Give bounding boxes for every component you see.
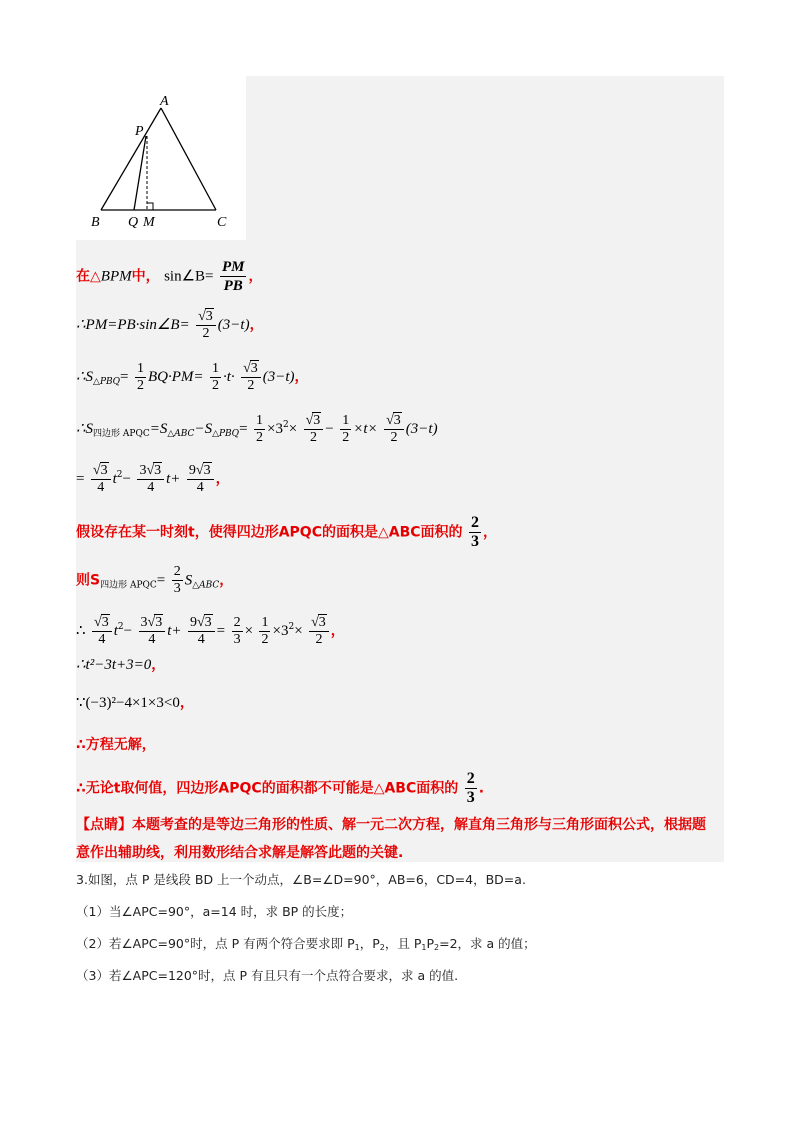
problem3-question-1: （1）当∠APC=90°，a=14 时，求 BP 的长度； (76, 904, 353, 919)
label-c: C (217, 215, 227, 230)
dianjing-line-2: 意作出辅助线，利用数形结合求解是解答此题的关键. (76, 845, 404, 861)
triangle-figure (76, 76, 246, 240)
label-p: P (135, 124, 144, 139)
step-discriminant: ∵(−3)²−4×1×3<0， (76, 695, 194, 711)
label-b: B (91, 215, 100, 230)
step-sin-b: 在△BPM中， sin∠B= $\frac{PM}{PB}$ ， (76, 259, 263, 294)
triangle-diagram (76, 76, 246, 240)
label-a: A (160, 94, 169, 109)
step-pm: ∴PM=PB·sin∠B= $\frac{√3}{2}$ (3−t)， (76, 309, 264, 341)
dianjing-line-1: 【点睛】本题考查的是等边三角形的性质、解一元二次方程，解直角三角形与三角形面积公式，根据题 (76, 817, 706, 833)
step-no-solution: ∴方程无解， (76, 737, 156, 753)
label-m: M (143, 215, 155, 230)
problem3-question-3: （3）若∠APC=120°时，点 P 有且只有一个点符合要求，求 a 的值. (76, 968, 459, 983)
step-equation: ∴ $\frac{√3}{4}$ $t^2-$ $\frac{3√3}{4}$ t+ $\frac{9√3}{4}$ = $\frac{2}{3}$ × $\frac{1}{2}$ $\times 3^2\times$ $\frac{√3}{2}$ ， (76, 614, 345, 647)
step-s-pbq: $\therefore S_{\triangle PBQ}=$ $\frac{1}{2}$ BQ·PM= $\frac{1}{2}$ ·t· $\frac{√3}{2}$ (3−t)， (76, 360, 309, 393)
label-q: Q (128, 215, 139, 230)
problem3-stem: 3.如图，点 P 是线段 BD 上一个动点，∠B=∠D=90°，AB=6，CD=4，BD=a. (76, 872, 526, 887)
step-simplified: = $\frac{√3}{4}$ $t^2-$ $\frac{3√3}{4}$ t+ $\frac{9√3}{4}$ ， (76, 463, 230, 495)
problem3-question-2: （2）若∠APC=90°时，点 P 有两个符合要求即 P1，P2，且 P1P2=2，求 a 的值； (76, 936, 536, 952)
step-assumption: 假设存在某一时刻t，使得四边形APQC的面积是△ABC面积的 $\frac{2}{3}$ ， (76, 514, 497, 550)
step-quadratic: ∴t²−3t+3=0， (76, 657, 166, 673)
step-then: 则$S_{四边形 APQC}=$ $\frac{2}{3}$ $S_{\triangle ABC}$， (76, 564, 234, 596)
step-s-quadrilateral: $\therefore S_{四边形 APQC}=S_{\triangle ABC}-S_{\triangle PBQ}=$ $\frac{1}{2}$ $\times 3^2\times$ $\frac{√3}{2}$ − $\frac{1}{2}$ ×t× $\frac{√3}{2}$ (3−t) (76, 412, 438, 445)
step-conclusion: ∴无论t取何值，四边形APQC的面积都不可能是△ABC面积的 $\frac{2}{3}$ . (76, 770, 485, 806)
